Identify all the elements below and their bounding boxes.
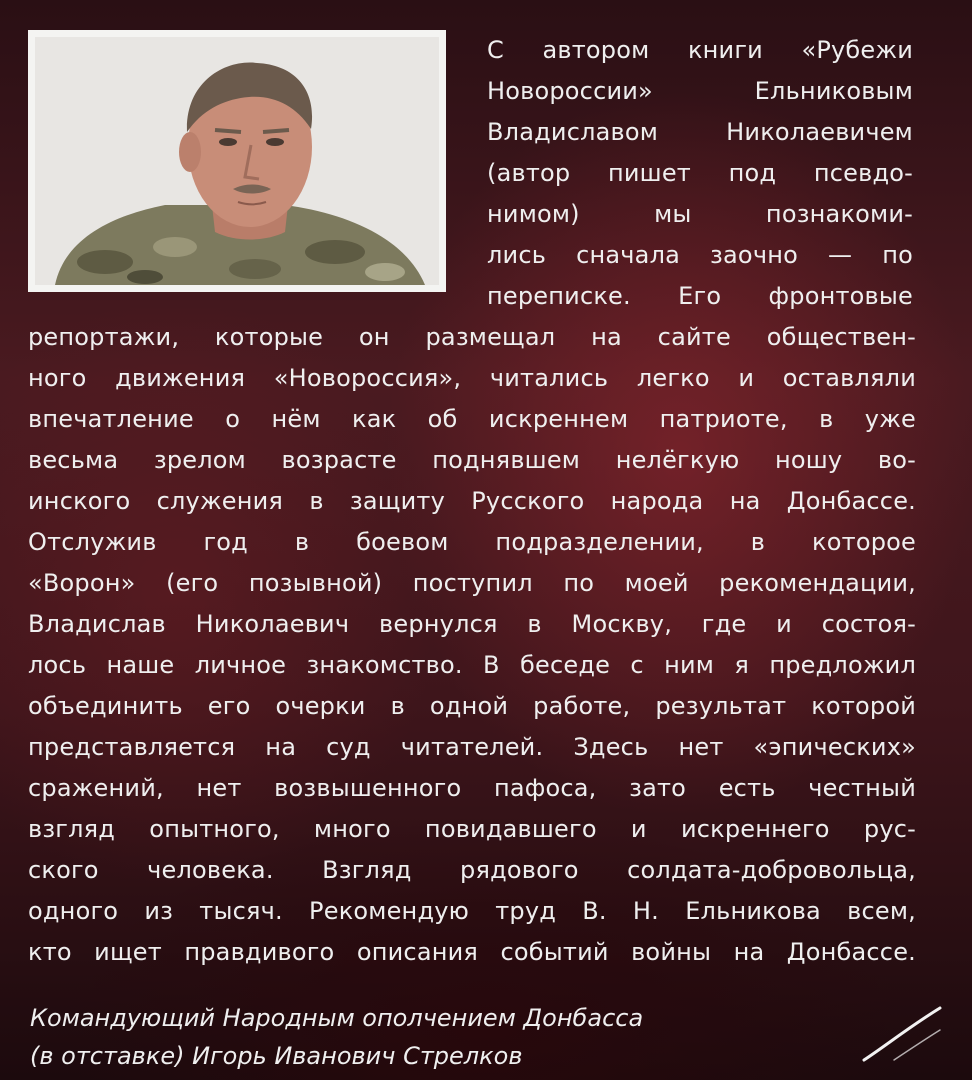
text-line: переписке. Его фронтовые bbox=[487, 282, 913, 310]
text-line: ного движения «Новороссия», читались легко и оставляли bbox=[28, 364, 916, 392]
text-line: Новороссии» Ельниковым bbox=[487, 77, 913, 105]
text-line: инского служения в защиту Русского народа на Донбассе. bbox=[28, 487, 916, 515]
text-line: Владислав Николаевич вернулся в Москву, где и состоя- bbox=[28, 610, 916, 638]
signature-line-2: (в отставке) Игорь Иванович Стрелков bbox=[30, 1042, 523, 1070]
text-line: ского человека. Взгляд рядового солдата-добровольца, bbox=[28, 856, 916, 884]
signature-line-1: Командующий Народным ополчением Донбасса bbox=[30, 1004, 644, 1032]
text-line: (автор пишет под псевдо- bbox=[487, 159, 913, 187]
text-line: объединить его очерки в одной работе, результат которой bbox=[28, 692, 916, 720]
text-line: кто ищет правдивого описания событий войны на Донбассе. bbox=[28, 938, 916, 966]
text-line: весьма зрелом возрасте поднявшем нелёгкую ношу во- bbox=[28, 446, 916, 474]
text-line: «Ворон» (его позывной) поступил по моей рекомендации, bbox=[28, 569, 916, 597]
text-line: одного из тысяч. Рекомендую труд В. Н. Ельникова всем, bbox=[28, 897, 916, 925]
pen-stroke-icon bbox=[854, 1002, 944, 1062]
text-line: лись сначала заочно — по bbox=[487, 241, 913, 269]
text-line: репортажи, которые он размещал на сайте обществен- bbox=[28, 323, 916, 351]
text-line: Владиславом Николаевичем bbox=[487, 118, 913, 146]
text-line: взгляд опытного, много повидавшего и искреннего рус- bbox=[28, 815, 916, 843]
text-line: лось наше личное знакомство. В беседе с ним я предложил bbox=[28, 651, 916, 679]
text-line: впечатление о нём как об искреннем патриоте, в уже bbox=[28, 405, 916, 433]
text-line: представляется на суд читателей. Здесь нет «эпических» bbox=[28, 733, 916, 761]
text-line: С автором книги «Рубежи bbox=[487, 36, 913, 64]
text-line: Отслужив год в боевом подразделении, в которое bbox=[28, 528, 916, 556]
text-line: сражений, нет возвышенного пафоса, зато есть честный bbox=[28, 774, 916, 802]
text-line: нимом) мы познакоми- bbox=[487, 200, 913, 228]
